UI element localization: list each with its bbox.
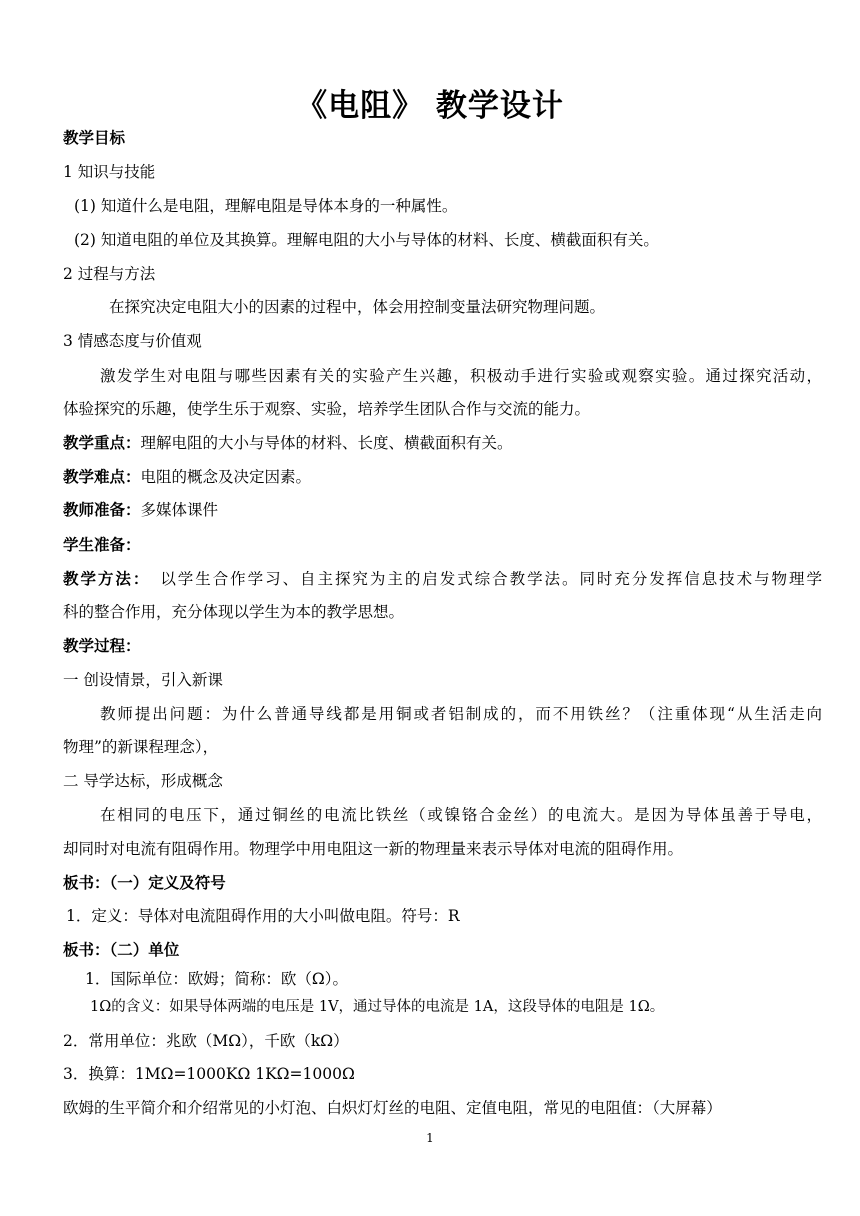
section2-text-line-1: 在相同的电压下，通过铜丝的电流比铁丝（或镍铬合金丝）的电流大。是因为导体虽善于导电， <box>100 806 822 824</box>
board2-item-1-note: 1Ω的含义：如果导体两端的电压是 1V，通过导体的电流是 1A，这段导体的电阻是 1Ω。 <box>90 999 665 1015</box>
section2-text-line-2: 却同时对电流有阻碍作用。物理学中用电阻这一新的物理量来表示导体对电流的阻碍作用。 <box>63 840 684 858</box>
section1-text-line-1: 教师提出问题：为什么普通导线都是用铜或者铝制成的，而不用铁丝？（注重体现“从生活走向 <box>100 705 822 723</box>
section1-text-line-2: 物理”的新课程理念）， <box>63 738 219 756</box>
teacher-prep <box>63 500 823 520</box>
process-label: 教学过程： <box>63 637 141 655</box>
teacher-prep-label: 教师准备： <box>63 501 141 519</box>
goal1-item-1: (1) 知道什么是电阻，理解电阻是导体本身的一种属性。 <box>74 197 458 215</box>
difficulty <box>63 467 823 487</box>
method-label: 教学方法： <box>63 570 151 588</box>
board2-item-1: 1．国际单位：欧姆；简称：欧（Ω）。 <box>85 970 348 988</box>
board2-heading: 板书：（二）单位 <box>63 941 180 959</box>
goal3-heading: 3 情感态度与价值观 <box>63 332 202 350</box>
goal3-text-line-2: 体验探究的乐趣，使学生乐于观察、实验，培养学生团队合作与交流的能力。 <box>63 400 591 418</box>
difficulty-label: 教学难点： <box>63 468 141 486</box>
section1-heading: 一 创设情景，引入新课 <box>63 671 223 689</box>
goals-heading: 教学目标 <box>63 129 126 147</box>
student-prep-label: 学生准备： <box>63 536 141 554</box>
closing-text: 欧姆的生平简介和介绍常见的小灯泡、白炽灯灯丝的电阻、定值电阻，常见的电阻值：（大屏幕） <box>63 1099 722 1117</box>
board2-item-2: 2．常用单位：兆欧（MΩ），千欧（kΩ） <box>63 1032 349 1050</box>
page-number: 1 <box>426 1131 434 1145</box>
method-text-line-2: 科的整合作用，充分体现以学生为本的教学思想。 <box>63 603 405 621</box>
difficulty-text: 电阻的概念及决定因素。 <box>140 468 312 486</box>
goal3-text-line-1: 激发学生对电阻与哪些因素有关的实验产生兴趣，积极动手进行实验或观察实验。通过探究活动， <box>100 367 822 385</box>
board1-item-1: 1．定义：导体对电流阻碍作用的大小叫做电阻。符号：R <box>66 907 460 925</box>
board2-item-3: 3．换算：1MΩ=1000KΩ 1KΩ=1000Ω <box>63 1065 355 1083</box>
key-point-text: 理解电阻的大小与导体的材料、长度、横截面积有关。 <box>140 434 513 452</box>
method-line-1 <box>63 569 822 589</box>
goal2-text: 在探究决定电阻大小的因素的过程中，体会用控制变量法研究物理问题。 <box>109 298 606 316</box>
teacher-prep-text: 多媒体课件 <box>140 501 219 519</box>
goal1-heading: 1 知识与技能 <box>63 163 156 181</box>
document-title: 《电阻》 教学设计 <box>296 88 564 124</box>
key-point <box>63 433 823 453</box>
key-point-label: 教学重点： <box>63 434 141 452</box>
goal2-heading: 2 过程与方法 <box>63 265 156 283</box>
section2-heading: 二 导学达标，形成概念 <box>63 772 223 790</box>
board1-heading: 板书：（一）定义及符号 <box>63 874 226 892</box>
method-text-1: 以学生合作学习、自主探究为主的启发式综合教学法。同时充分发挥信息技术与物理学 <box>160 570 822 588</box>
goal1-item-2: (2) 知道电阻的单位及其换算。理解电阻的大小与导体的材料、长度、横截面积有关。 <box>74 231 659 249</box>
